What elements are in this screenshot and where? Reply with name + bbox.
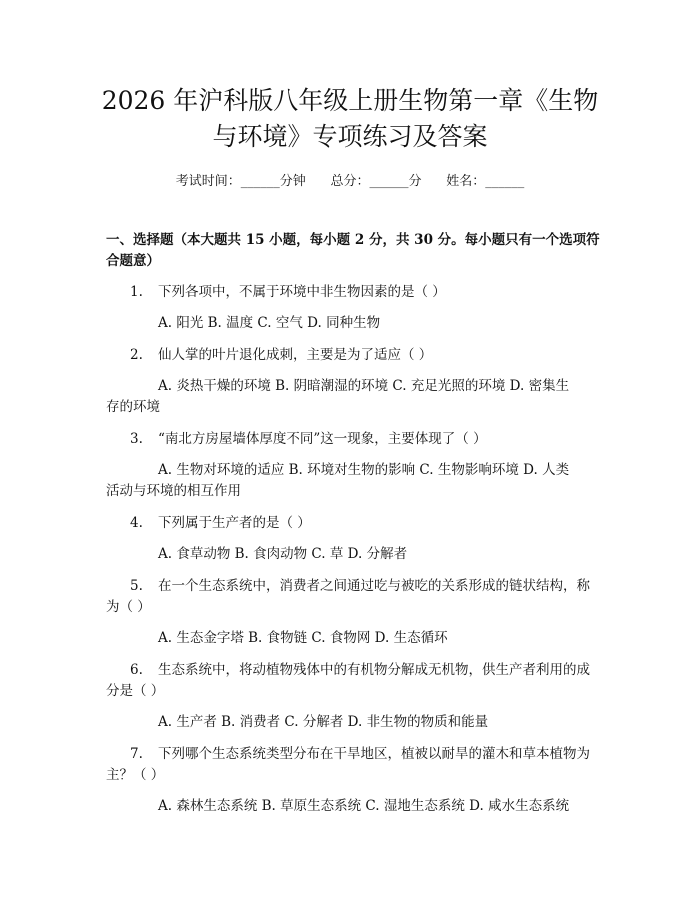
question-text: 在一个生态系统中，消费者之间通过吃与被吃的关系形成的链状结构，称 <box>158 578 590 594</box>
question-6-line-1 <box>130 660 606 680</box>
question-number: 6. <box>130 662 143 678</box>
question-7-line-2: 主？（ ） <box>106 767 165 783</box>
section-heading-line-2: 合题意） <box>106 253 160 269</box>
question-text: 下列哪个生态系统类型分布在干旱地区，植被以耐旱的灌木和草本植物为 <box>158 746 590 762</box>
question-text: 下列属于生产者的是（ ） <box>158 515 311 531</box>
question-3 <box>130 429 606 449</box>
question-text: “南北方房屋墙体厚度不同”这一现象，主要体现了（ ） <box>158 431 487 447</box>
question-1 <box>130 282 606 302</box>
question-2-options-line-1: A. 炎热干燥的环境 B. 阴暗潮湿的环境 C. 充足光照的环境 D. 密集生 <box>158 378 570 394</box>
question-5-line-2: 为（ ） <box>106 599 151 615</box>
exam-meta-line: 考试时间：______分钟 总分：______分 姓名：______ <box>175 174 525 189</box>
question-3-options-line-1: A. 生物对环境的适应 B. 环境对生物的影响 C. 生物影响环境 D. 人类 <box>158 462 570 478</box>
question-2-options-line-2: 存的环境 <box>106 399 160 415</box>
question-5-options: A. 生态金字塔 B. 食物链 C. 食物网 D. 生态循环 <box>158 630 448 646</box>
question-text: 生态系统中，将动植物残体中的有机物分解成无机物，供生产者利用的成 <box>158 662 590 678</box>
question-4-options: A. 食草动物 B. 食肉动物 C. 草 D. 分解者 <box>158 546 408 562</box>
question-number: 1. <box>130 284 143 300</box>
question-number: 3. <box>130 431 143 447</box>
question-number: 2. <box>130 347 143 363</box>
question-7-options: A. 森林生态系统 B. 草原生态系统 C. 湿地生态系统 D. 咸水生态系统 <box>158 798 570 814</box>
question-6-options: A. 生产者 B. 消费者 C. 分解者 D. 非生物的物质和能量 <box>158 714 489 730</box>
page-title-line-1: 2026 年沪科版八年级上册生物第一章《生物 <box>101 86 599 115</box>
question-4 <box>130 513 606 533</box>
question-1-options: A. 阳光 B. 温度 C. 空气 D. 同种生物 <box>158 315 381 331</box>
page-title-line-2: 与环境》专项练习及答案 <box>212 122 488 151</box>
question-number: 7. <box>130 746 143 762</box>
question-5-line-1 <box>130 576 606 596</box>
question-3-options-line-2: 活动与环境的相互作用 <box>106 483 241 499</box>
question-number: 5. <box>130 578 143 594</box>
question-text: 仙人掌的叶片退化成刺，主要是为了适应（ ） <box>158 347 433 363</box>
question-6-line-2: 分是（ ） <box>106 683 165 699</box>
question-2 <box>130 345 606 365</box>
question-number: 4. <box>130 515 143 531</box>
section-heading-line-1: 一、选择题（本大题共 15 小题，每小题 2 分，共 30 分。每小题只有一个选项符 <box>106 232 600 248</box>
question-7-line-1 <box>130 744 606 764</box>
question-text: 下列各项中，不属于环境中非生物因素的是（ ） <box>158 284 446 300</box>
